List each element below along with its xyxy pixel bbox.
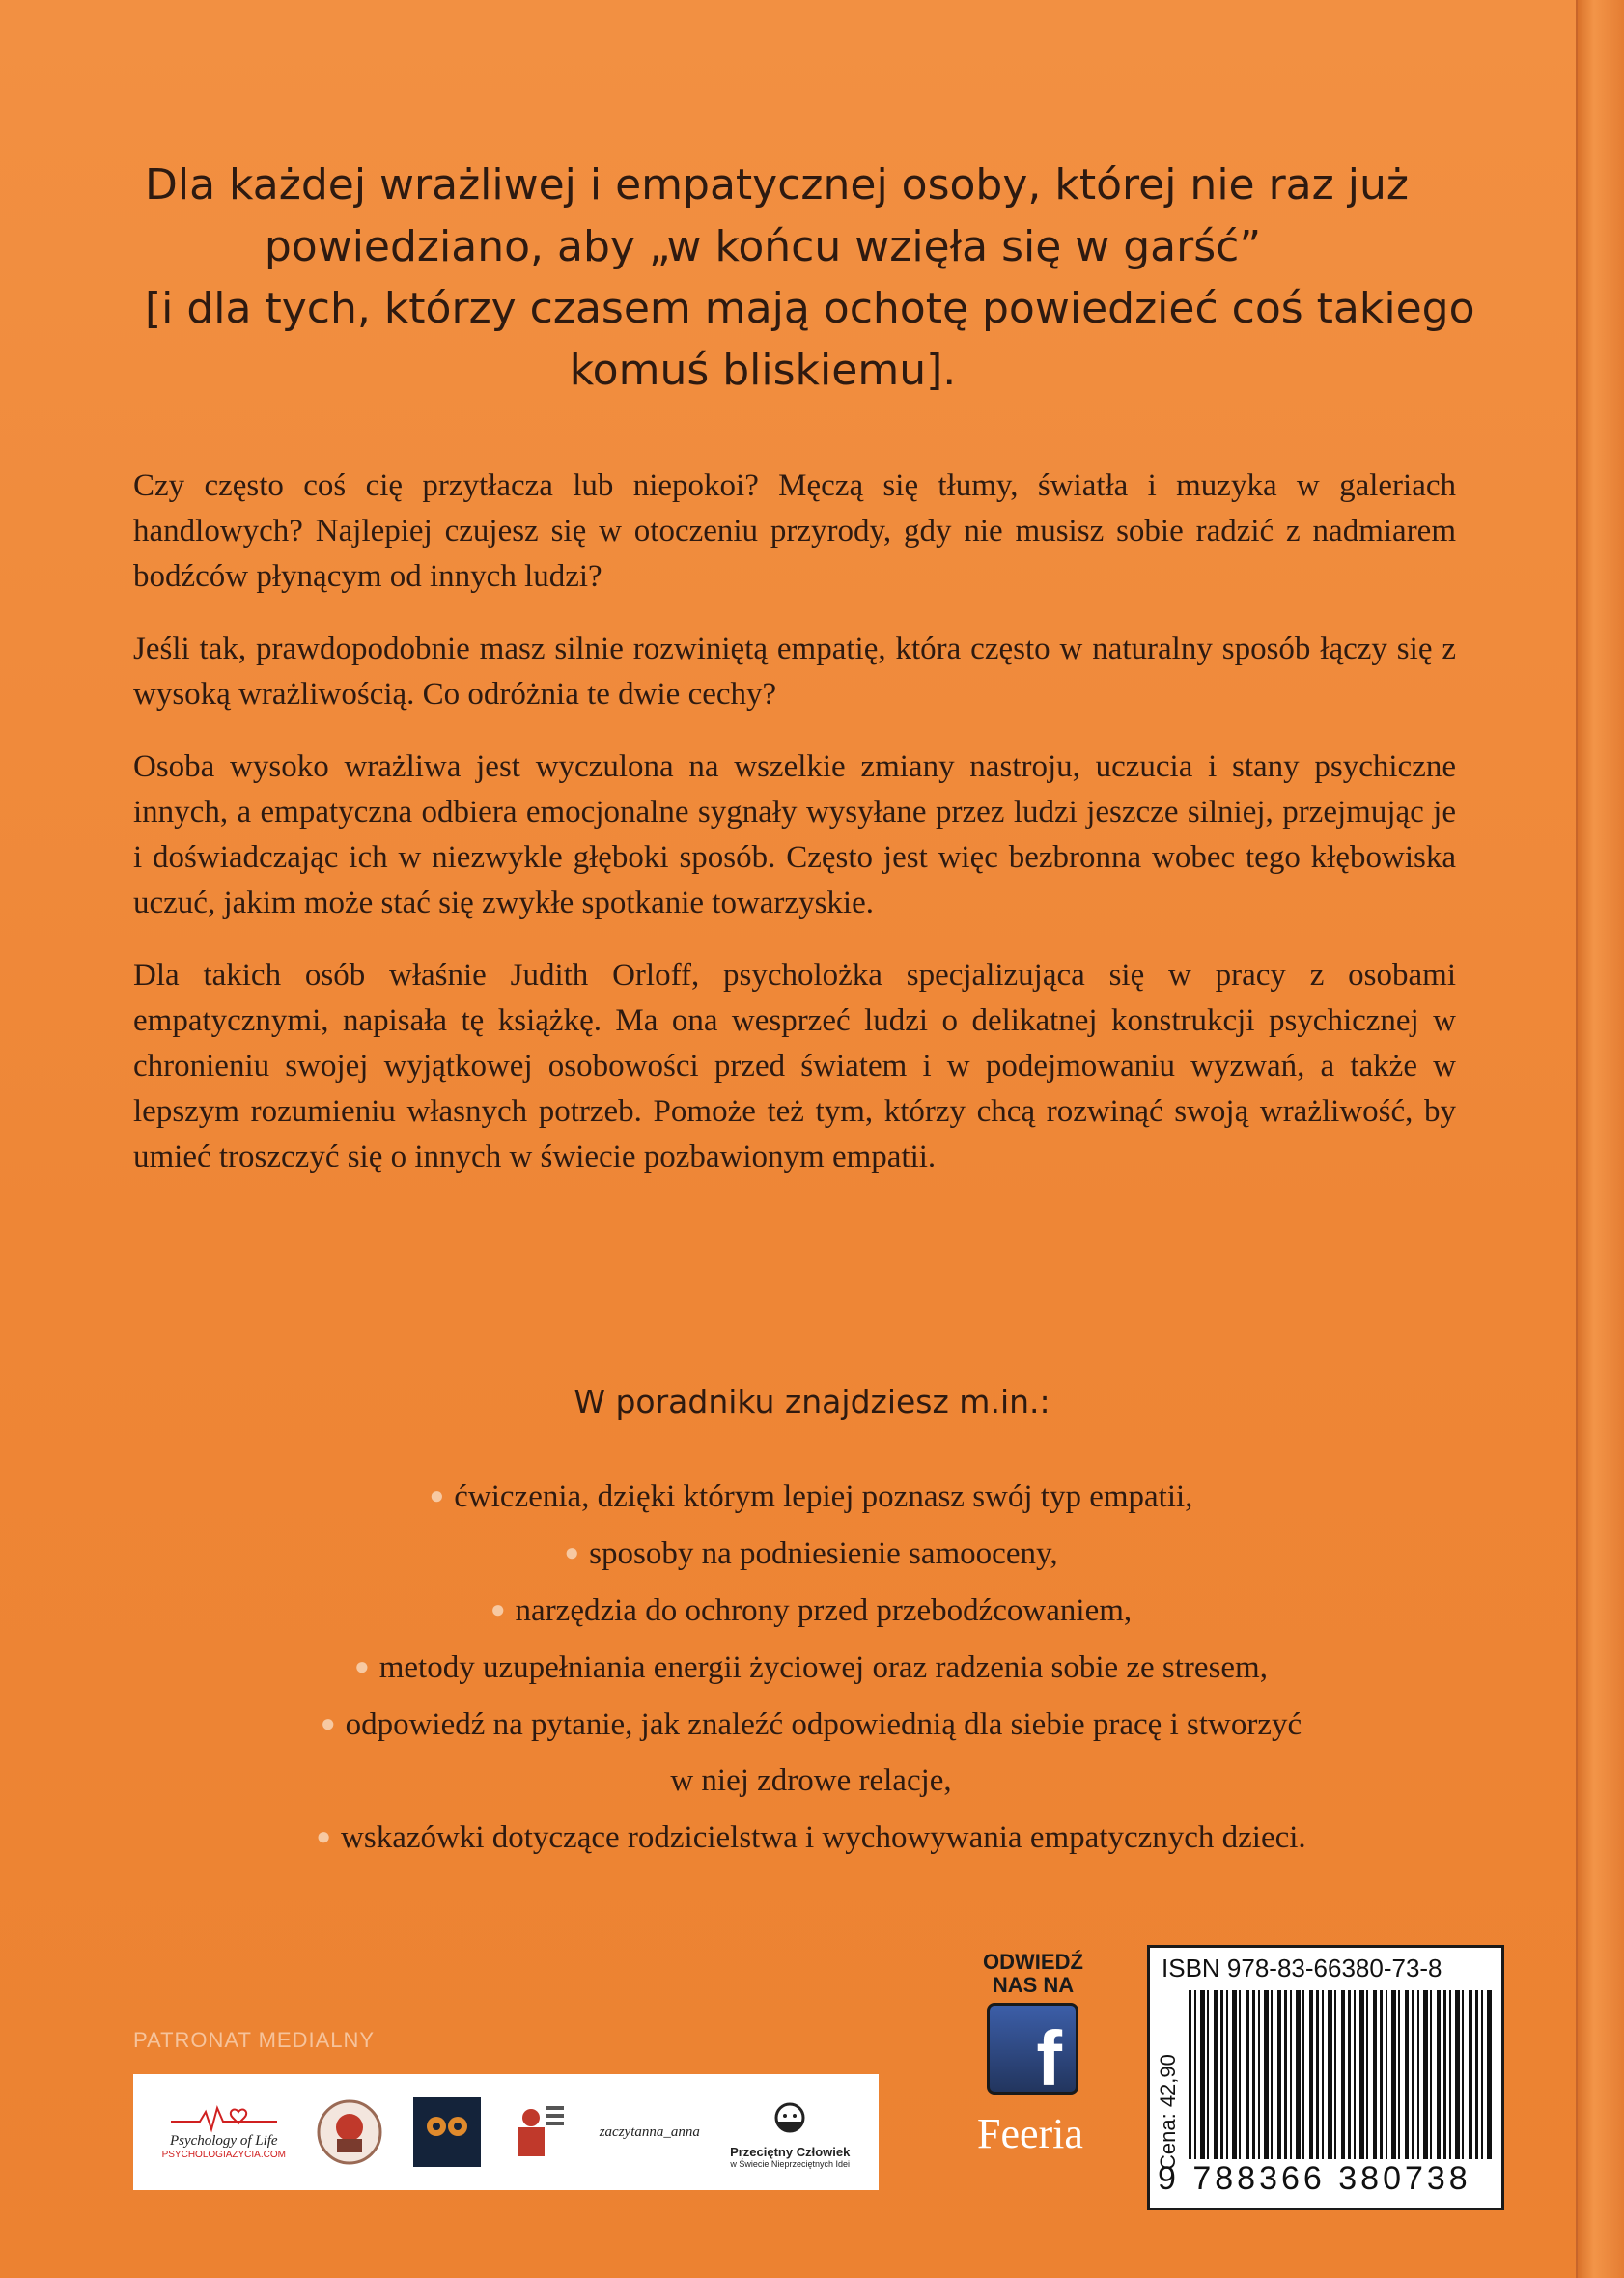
partner-name: Psychology of Life [169,2133,278,2149]
reader-logo-icon [512,2098,570,2166]
partner-small-logo [512,2098,570,2166]
blurb-paragraph: Jeśli tak, prawdopodobnie masz silnie rozwiniętą empatię, która często w naturalny sposób łączy się z wysoką wrażliwością. Co odróżnia te dwie cechy? [133,632,1456,712]
bullet-icon: ● [354,1652,370,1680]
facebook-glyph: f [1036,2015,1062,2101]
publisher-name: Feeria [977,2110,1083,2157]
partner-tagline: w Świecie Nieprzeciętnych Idei [730,2158,850,2169]
list-item-text: odpowiedź na pytanie, jak znaleźć odpowiednią dla siebie pracę i stworzyć [345,1707,1302,1742]
owl-logo-icon [413,2097,481,2167]
partner-url: PSYCHOLOGIAZYCIA.COM [161,2150,286,2160]
visit-line: ODWIEDŹ [983,1950,1083,1974]
partner-name: Przeciętny Człowiek [730,2144,851,2159]
list-heading: W poradniku znajdziesz m.in.: [574,1383,1050,1420]
list-item-continuation [145,1753,1477,1809]
headline [145,155,1475,402]
bullet-icon: ● [490,1595,506,1623]
headline-line: komuś bliskiemu]. [569,346,957,395]
bullet-icon: ● [564,1538,580,1566]
list-item-text: sposoby na podniesienie samooceny, [589,1536,1058,1571]
list-item-text: metody uzupełniania energii życiowej oraz radzenia sobie ze stresem, [378,1650,1268,1685]
partner-round-logo [316,2098,383,2166]
ean-digits: 9 788366 380738 [1158,2160,1471,2197]
bullet-icon: ● [429,1481,445,1509]
partner-zaczytana [600,2124,700,2141]
barcode-panel [1147,1945,1504,2210]
heartbeat-logo-icon [171,2104,277,2133]
bullet-icon: ● [316,1822,332,1850]
list-item [145,1468,1477,1525]
price-text: Cena: 42,90 [1156,2054,1180,2170]
list-item [145,1525,1477,1582]
blurb-paragraph: Osoba wysoko wrażliwa jest wyczulona na wszelkie zmiany nastroju, uczucia i stany psychiczne innych, a empatyczna odbiera emocjonalne sygnały wysyłane przez ludzi jeszcze silniej, przejmując je i doświadczając ich w niezwykle głęboki sposób. Często jest więc bezbronna wobec tego kłębowiska uczuć, jakim może stać się zwykłe spotkanie towarzyskie. [133,749,1456,920]
list-item-text: w niej zdrowe relacje, [670,1763,952,1798]
bullet-icon: ● [320,1709,336,1737]
partner-dark-logo [413,2097,481,2167]
isbn-text: ISBN 978-83-66380-73-8 [1162,1954,1442,1983]
bearded-man-icon [766,2096,814,2145]
headline-line: Dla każdej wrażliwej i empatycznej osoby, której nie raz już [145,160,1409,210]
publisher-logo [977,2109,1083,2158]
media-patronage-label: PATRONAT MEDIALNY [133,2028,376,2052]
list-item-text: wskazówki dotyczące rodzicielstwa i wychowywania empatycznych dzieci. [341,1820,1306,1855]
list-item [145,1809,1477,1866]
headline-line: powiedziano, aby „w końcu wzięła się w garść” [264,222,1262,271]
book-spine-edge [1576,0,1624,2278]
round-logo-icon [316,2098,383,2166]
blurb [133,464,1456,1207]
visit-us-label [970,1951,1096,1997]
facebook-icon [987,2003,1078,2101]
list-item [145,1696,1477,1753]
headline-line: [i dla tych, którzy czasem mają ochotę powiedzieć coś takiego [145,284,1475,333]
partner-psychology-of-life [162,2104,286,2160]
list-item-text: narzędzia do ochrony przed przebodźcowaniem, [515,1593,1133,1628]
blurb-paragraph: Czy często coś cię przytłacza lub niepokoi? Męczą się tłumy, światła i muzyka w galeriach handlowych? Najlepiej czujesz się w otoczeniu przyrody, gdy nie musisz sobie radzić z nadmiarem bodźców płynącym od innych ludzi? [133,468,1456,594]
partner-przecietny [730,2096,850,2169]
list-item [145,1582,1477,1639]
media-partners-strip [133,2074,879,2190]
blurb-paragraph: Dla takich osób właśnie Judith Orloff, psycholożka specjalizująca się w pracy z osobami empatycznymi, napisała tę książkę. Ma ona wesprzeć ludzi o delikatnej konstrukcji psychicznej w chronieniu swojej wyjątkowej osobowości przed światem i w podejmowaniu wyzwań, a także w lepszym rozumieniu własnych potrzeb. Pomoże też tym, którzy chcą rozwinąć swoją wrażliwość, by umieć troszczyć się o innych w świecie pozbawionym empatii. [133,958,1456,1174]
visit-line: NAS NA [992,1973,1075,1997]
barcode-bars [1189,1990,1494,2159]
features-list [145,1468,1477,1866]
list-item [145,1639,1477,1696]
partner-name: zaczytanna_anna [599,2123,700,2140]
list-item-text: ćwiczenia, dzięki którym lepiej poznasz swój typ empatii, [454,1479,1193,1514]
